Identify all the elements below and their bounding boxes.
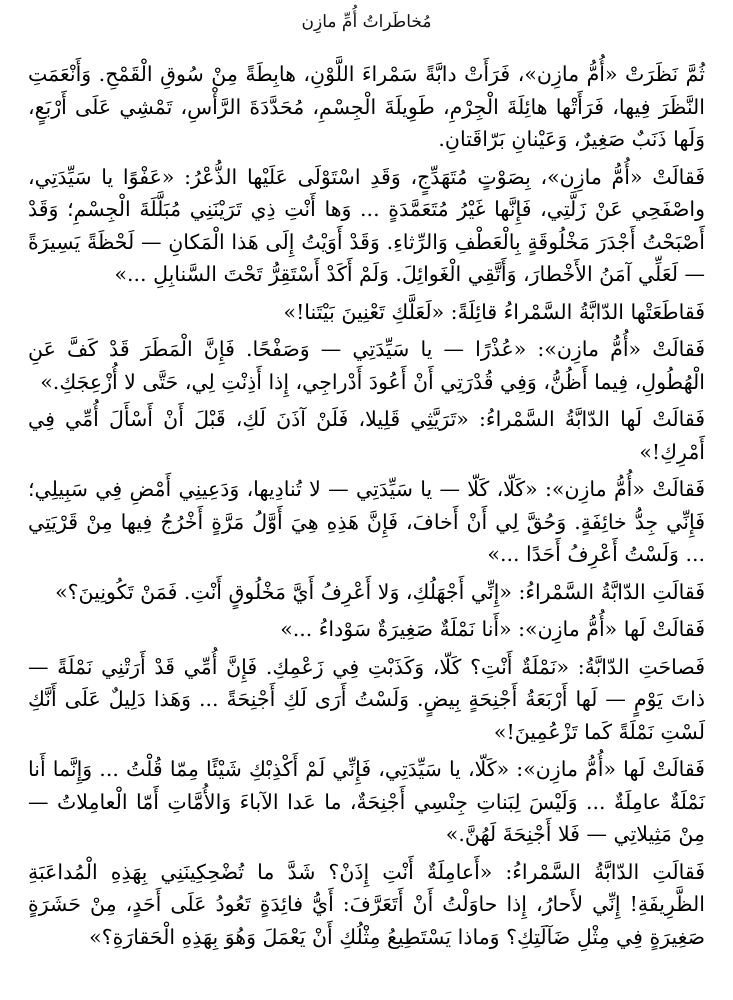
paragraph-10: فَقالَتْ لَها «أُمُّ مازِن»: «كَلّا، يا سَيِّدَتِي، فَإِنِّي لَمْ أَكْذِبْكِ شَيْئًا مِمّا قُلْتُ ... وَإِنَّما أَنا نَمْلَةٌ عامِلَةٌ ... وَلَيْسَ لِبَناتِ جِنْسِي أَجْنِحَةٌ، ما عَدا الآباءَ وَالأُمَّاتِ أَمّا الْعامِلاتُ — مِنْ مَثِيلاتِي — فَلا أَجْنِحَةَ لَهُنَّ.»: [28, 757, 705, 846]
paragraph-7: فَقالَتِ الدّابَّةُ السَّمْراءُ: «إِنِّي أَجْهَلُكِ، وَلا أَعْرِفُ أَيَّ مَخْلُوقٍ أَنْتِ. فَمَنْ تَكُونِينَ؟»: [55, 579, 705, 604]
paragraph-5: فَقالَتْ لَها الدّابَّةُ السَّمْراءُ: «تَرَيَّثِي قَلِيلا، فَلَنْ آذَنَ لَكِ، قَبْلَ أَنْ أَسْأَلَ أُمِّي فِي أَمْرِكِ!»: [28, 407, 705, 464]
paragraph-2: فَقالَتْ «أُمُّ مازِن»، بِصَوْتٍ مُتَهَدِّجٍ، وَقَدِ اسْتَوْلَى عَلَيْها الذُّعْرُ: «عَفْوًا يا سَيِّدَتِي، واصْفَحِي عَنْ زَلَّتِي، فَإِنَّها غَيْرُ مُتَعَمَّدَةٍ ... وَها أَنْتِ ذِي تَرَيْنَنِي مُبَلَّلَةَ الْجِسْمِ؛ وَقَدْ أَصْبَحْتُ أَجْدَرَ مَخْلُوقَةٍ بِالْعَطْفِ وَالرِّثاءِ. وَقَدْ أَوَيْتُ إِلَى هَذا الْمَكانِ — لَحْظَةً يَسِيرَةً — لَعَلِّي آمَنُ الأَخْطارَ، وَأَتَّقِي الْغَوائِلَ. وَلَمْ أَكَدْ أَسْتَقِرُّ تَحْتَ السَّنابِلِ ...»: [28, 164, 705, 286]
paragraph-6: فَقالَتْ «أُمُّ مازِن»: «كَلّا، كَلّا — يا سَيِّدَتِي — لا تُنادِيها، وَدَعِينِي أَمْضِ فِي سَبِيلِي؛ فَإِنِّي جِدُّ خائِفَةٍ. وَحُقَّ لِي أَنْ أَخافَ، فَإِنَّ هَذِهِ هِيَ أَوَّلُ مَرَّةٍ أَخْرُجُ فِيها مِنْ قَرْيَتِي ... وَلَسْتُ أَعْرِفُ أَحَدًا ...»: [28, 477, 705, 566]
paragraph-3: فَقاطَعَتْها الدّابَّةُ السَّمْراءُ قائِلَةً: «لَعَلَّكِ تَعْنِينَ بَيْتَنا!»: [283, 299, 705, 324]
paragraph-9: فَصاحَتِ الدّابَّةُ: «نَمْلَةٌ أَنْتِ؟ كَلّا، وَكَذَبْتِ فِي زَعْمِكِ. فَإِنَّ أُمِّي قَدْ أَرَتْنِي نَمْلَةً — ذاتَ يَوْمٍ — لَها أَرْبَعَةُ أَجْنِحَةٍ بِيضٍ. وَلَسْتُ أَرَى لَكِ أَجْنِحَةً ... وَهَذا دَلِيلٌ عَلَى أَنَّكِ لَسْتِ نَمْلَةً كَما تَزْعُمِينَ!»: [28, 654, 705, 744]
document-page: [28, 10, 705, 995]
paragraph-1: ثُمَّ نَظَرَتْ «أُمُّ مازِن»، فَرَأَتْ دابَّةً سَمْراءَ اللَّوْنِ، هابِطَةً مِنْ سُوقِ الْقَمْحِ. وَأَنْعَمَتِ النَّظَرَ فِيها، فَرَأَتْها هائِلَةَ الْجِرْمِ، طَوِيلَةَ الْجِسْمِ، مُحَدَّدَةَ الرَّأْسِ، تَمْشِي عَلَى أَرْبَعٍ، وَلَها ذَنَبٌ صَغِيرٌ، وَعَيْنانِ بَرّاقَتانِ.: [28, 62, 705, 151]
paragraph-8: فَقالَتْ لَها «أُمُّ مازِن»: «أَنا نَمْلَةٌ صَغِيرَةٌ سَوْداءُ ...»: [280, 617, 705, 641]
page-title: مُخاطَراتُ أُمِّ مازِن: [301, 12, 432, 32]
paragraph-11: فَقالَتِ الدّابَّةُ السَّمْراءُ: «أَعامِلَةٌ أَنْتِ إِذَنْ؟ شَدَّ ما تُضْحِكِينَنِي بِهَذِهِ الْمُداعَبَةِ الظَّرِيفَةِ! إِنِّي لأَحارُ، إِذا حاوَلْتُ أَنْ أَتَعَرَّفَ: أَيُّ فائِدَةٍ تَعُودُ عَلَى أَحَدٍ، مِنْ حَشَرَةٍ صَغِيرَةٍ فِي مِثْلِ ضَآلَتِكِ؟ وَماذا يَسْتَطِيعُ مِثْلُكِ أَنْ يَعْمَلَ وَهُوَ بِهَذِهِ الْحَقارَةِ؟»: [28, 859, 705, 949]
paragraph-4: فَقالَتْ «أُمُّ مازِن»: «عُذْرًا — يا سَيِّدَتِي — وَصَفْحًا. فَإِنَّ الْمَطَرَ قَدْ كَفَّ عَنِ الْهُطُولِ، فِيما أَظُنُّ، وَفِي قُدْرَتِي أَنْ أَعُودَ أَدْراجِي، إِذا أَذِنْتِ لِي، حَتَّى لا أُزْعِجَكِ.»: [28, 337, 705, 394]
